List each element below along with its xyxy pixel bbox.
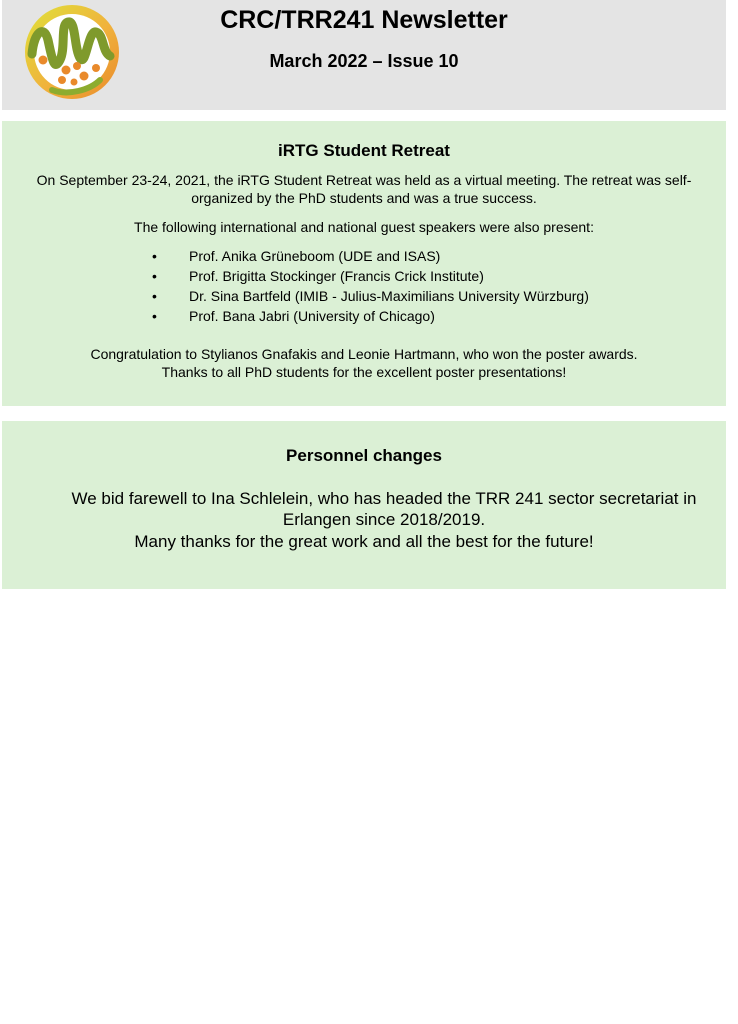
newsletter-issue-text: March 2022 – Issue 10: [269, 51, 459, 71]
thanks-text: Many thanks for the great work and all the best for the future!: [134, 532, 594, 551]
retreat-congrats: [16, 345, 712, 381]
retreat-section: [2, 121, 726, 406]
speaker-item: • Dr. Sina Bartfeld (IMIB - Julius-Maximilians University Würzburg): [148, 286, 589, 306]
congrats-line-2: Thanks to all PhD students for the excellent poster presentations!: [161, 364, 567, 380]
newsletter-title-text: CRC/TRR241 Newsletter: [220, 6, 508, 34]
newsletter-title: [2, 6, 726, 35]
retreat-title: iRTG Student Retreat: [278, 141, 450, 160]
personnel-title: Personnel changes: [286, 446, 442, 465]
farewell-text: We bid farewell to Ina Schlelein, who has headed the TRR 241 sector secretariat in Erlangen since 2018/2019.: [71, 489, 697, 529]
newsletter-header: [2, 0, 726, 110]
newsletter-issue: [2, 51, 726, 72]
personnel-section: [2, 421, 726, 589]
speaker-item: • Prof. Brigitta Stockinger (Francis Crick Institute): [148, 266, 589, 286]
speaker-item: • Prof. Bana Jabri (University of Chicago): [148, 306, 589, 326]
retreat-intro-text: On September 23-24, 2021, the iRTG Student Retreat was held as a virtual meeting. The retreat was self-organized by the PhD students and was a true success.: [36, 172, 692, 206]
retreat-guests-intro: The following international and national guest speakers were also present:: [134, 219, 594, 235]
congrats-line-1: Congratulation to Stylianos Gnafakis and Leonie Hartmann, who won the poster awards.: [90, 346, 638, 362]
speaker-list: [148, 246, 589, 326]
speaker-item: • Prof. Anika Grüneboom (UDE and ISAS): [148, 246, 589, 266]
